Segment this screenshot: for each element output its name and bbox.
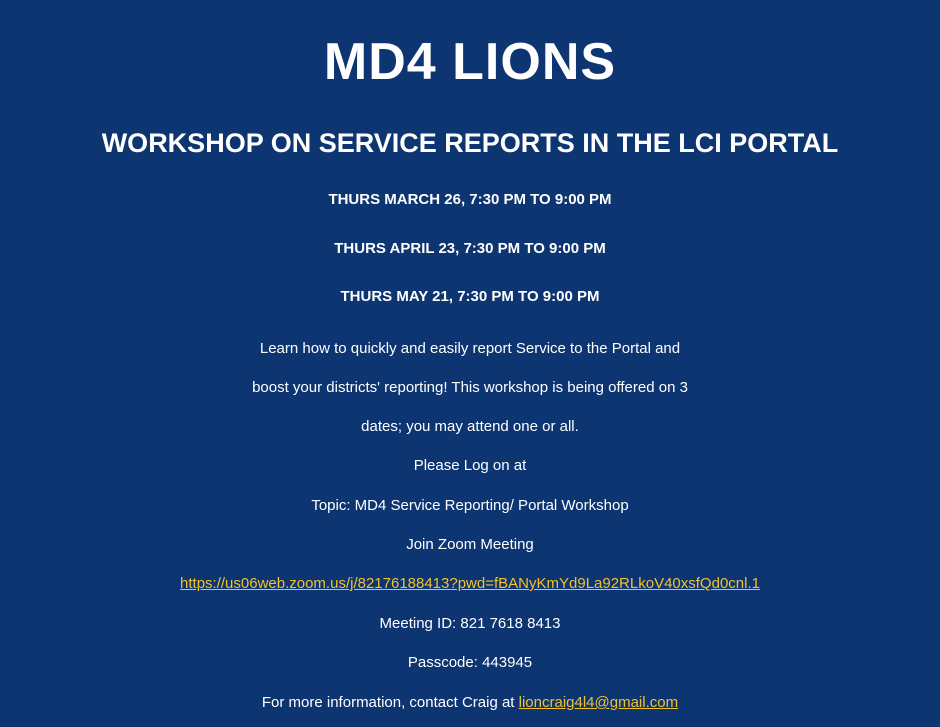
- login-instruction: Please Log on at: [413, 457, 527, 474]
- description-line: boost your districts' reporting! This workshop is being offered on 3: [252, 379, 688, 396]
- description-line: Learn how to quickly and easily report Service to the Portal and: [259, 340, 681, 357]
- date-line: THURS APRIL 23, 7:30 PM TO 9:00 PM: [334, 240, 606, 257]
- zoom-link-line: [0, 574, 940, 594]
- contact-prefix: For more information, contact Craig at: [261, 694, 519, 711]
- workshop-subtitle: WORKSHOP ON SERVICE REPORTS IN THE LCI PORTAL: [101, 128, 839, 158]
- meeting-id: Meeting ID: 821 7618 8413: [379, 615, 561, 632]
- passcode: Passcode: 443945: [407, 654, 533, 671]
- contact-line: [0, 693, 940, 713]
- date-line: THURS MARCH 26, 7:30 PM TO 9:00 PM: [328, 191, 612, 208]
- date-line: THURS MAY 21, 7:30 PM TO 9:00 PM: [340, 288, 600, 305]
- meeting-topic: Topic: MD4 Service Reporting/ Portal Workshop: [311, 497, 629, 514]
- contact-email-link[interactable]: lioncraig4l4@gmail.com: [518, 694, 679, 711]
- description-line: dates; you may attend one or all.: [361, 418, 579, 435]
- page-title: MD4 LIONS: [323, 33, 617, 91]
- join-zoom-label: Join Zoom Meeting: [406, 536, 534, 553]
- zoom-link[interactable]: https://us06web.zoom.us/j/82176188413?pwd=fBANyKmYd9La92RLkoV40xsfQd0cnl.1: [180, 575, 760, 592]
